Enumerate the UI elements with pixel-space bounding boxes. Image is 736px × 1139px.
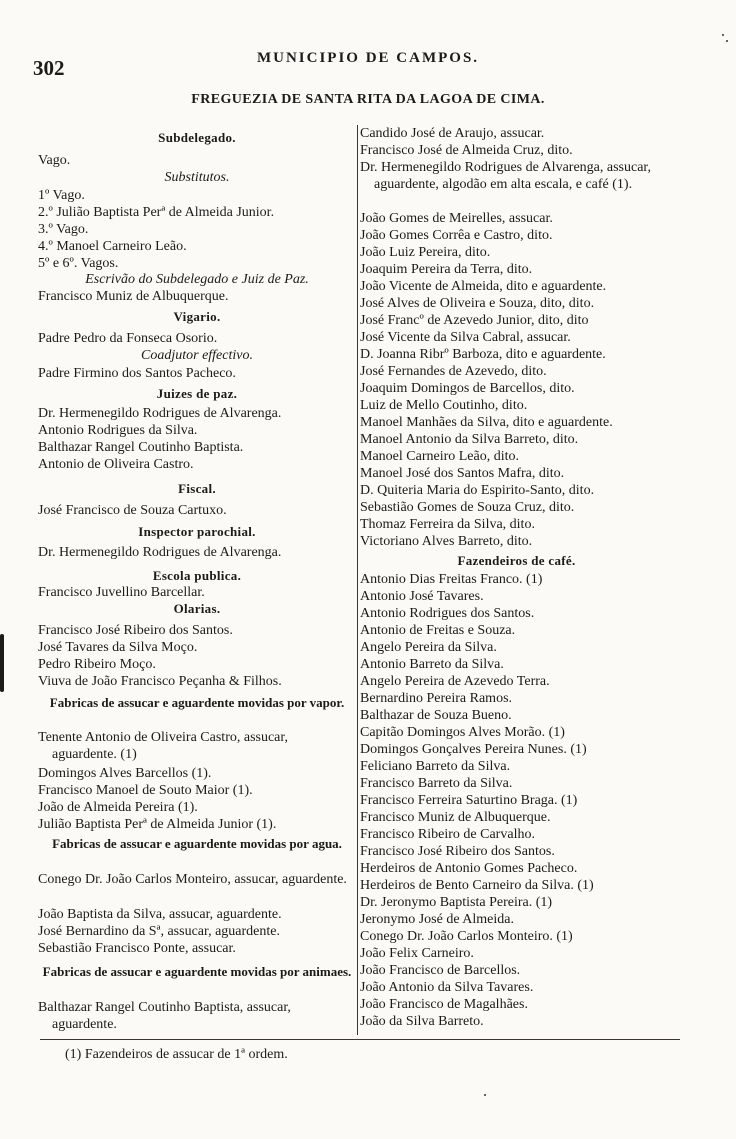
- fazendeiro-item: Jeronymo José de Almeida.: [360, 912, 514, 927]
- juiz-item: Dr. Hermenegildo Rodrigues de Alvarenga.: [38, 406, 282, 421]
- escrivao-heading: Escrivão do Subdelegado e Juiz de Paz.: [85, 272, 309, 287]
- fazendeiro-item: Angelo Pereira da Silva.: [360, 640, 497, 655]
- escola-heading: Escola publica.: [152, 568, 242, 583]
- lavrador-item: Candido José de Araujo, assucar.: [360, 126, 545, 141]
- fazendeiro-item: Francisco José Ribeiro dos Santos.: [360, 844, 555, 859]
- substitutos-heading: Substitutos.: [164, 170, 230, 185]
- animaes-heading: Fabricas de assucar e aguardente movidas por animaes.: [42, 964, 352, 979]
- fazendeiro-item: Feliciano Barreto da Silva.: [360, 759, 511, 774]
- coadjutor-heading: Coadjutor effectivo.: [141, 348, 253, 363]
- lavrador-item: Thomaz Ferreira da Silva, dito.: [360, 517, 535, 532]
- agua-item: Conego Dr. João Carlos Monteiro, assucar, aguardente.: [38, 872, 347, 887]
- lavrador-item: Francisco José de Almeida Cruz, dito.: [360, 143, 573, 158]
- fazendeiro-item: Bernardino Pereira Ramos.: [360, 691, 513, 706]
- fazendeiro-item: Francisco Muniz de Albuquerque.: [360, 810, 551, 825]
- fazendeiro-item: Herdeiros de Antonio Gomes Pacheco.: [360, 861, 578, 876]
- fazendeiro-item: Herdeiros de Bento Carneiro da Silva. (1): [360, 878, 594, 893]
- vapor-item: Domingos Alves Barcellos (1).: [38, 766, 212, 781]
- lavrador-item: D. Joanna Ribrº Barboza, dito e aguardente.: [360, 347, 606, 362]
- vapor-heading: Fabricas de assucar e aguardente movidas por vapor.: [49, 695, 345, 710]
- fazendeiro-item: João Antonio da Silva Tavares.: [360, 980, 534, 995]
- page-number: 302: [33, 56, 65, 80]
- vapor-item: João de Almeida Pereira (1).: [38, 800, 198, 815]
- juizes-heading: Juizes de paz.: [156, 386, 238, 401]
- substituto-item: 2.º Julião Baptista Perª de Almeida Junior.: [38, 205, 275, 220]
- margin-mark: [0, 634, 4, 692]
- speck: [484, 1094, 486, 1096]
- fiscal-name: José Francisco de Souza Cartuxo.: [38, 503, 227, 518]
- lavrador-item: José Vicente da Silva Cabral, assucar.: [360, 330, 571, 345]
- lavrador-item: Manoel José dos Santos Mafra, dito.: [360, 466, 565, 481]
- fazendeiro-item: Capitão Domingos Alves Morão. (1): [360, 725, 565, 740]
- substituto-item: 4.º Manoel Carneiro Leão.: [38, 239, 187, 254]
- inspector-name: Dr. Hermenegildo Rodrigues de Alvarenga.: [38, 545, 282, 560]
- fazendeiro-item: João Francisco de Magalhães.: [360, 997, 528, 1012]
- fazendeiro-item: Antonio Rodrigues dos Santos.: [360, 606, 535, 621]
- vapor-item: Tenente Antonio de Oliveira Castro, assucar, aguardente. (1): [38, 730, 288, 762]
- olaria-item: José Tavares da Silva Moço.: [38, 640, 198, 655]
- lavrador-item: João Gomes Corrêa e Castro, dito.: [360, 228, 553, 243]
- olarias-heading: Olarias.: [173, 601, 221, 616]
- footnote: (1) Fazendeiros de assucar de 1ª ordem.: [65, 1047, 288, 1062]
- fazendeiro-item: João Francisco de Barcellos.: [360, 963, 521, 978]
- agua-heading: Fabricas de assucar e aguardente movidas por agua.: [52, 836, 342, 851]
- inspector-heading: Inspector parochial.: [138, 524, 256, 539]
- fazendeiro-item: Francisco Barreto da Silva.: [360, 776, 513, 791]
- juiz-item: Balthazar Rangel Coutinho Baptista.: [38, 440, 244, 455]
- running-title: MUNICIPIO DE CAMPOS.: [256, 50, 480, 66]
- lavrador-item: Luiz de Mello Coutinho, dito.: [360, 398, 528, 413]
- vapor-item: Julião Baptista Perª de Almeida Junior (1).: [38, 817, 277, 832]
- juiz-item: Antonio de Oliveira Castro.: [38, 457, 194, 472]
- substituto-item: 1º Vago.: [38, 188, 85, 203]
- lavrador-item: Joaquim Pereira da Terra, dito.: [360, 262, 533, 277]
- lavrador-item: Victoriano Alves Barreto, dito.: [360, 534, 533, 549]
- column-divider: [357, 125, 358, 1035]
- agua-item: João Baptista da Silva, assucar, aguardente.: [38, 907, 282, 922]
- fazendeiro-item: Angelo Pereira de Azevedo Terra.: [360, 674, 550, 689]
- fazendeiro-item: Francisco Ferreira Saturtino Braga. (1): [360, 793, 578, 808]
- lavrador-item: Sebastião Gomes de Souza Cruz, dito.: [360, 500, 575, 515]
- olaria-item: Pedro Ribeiro Moço.: [38, 657, 156, 672]
- juiz-item: Antonio Rodrigues da Silva.: [38, 423, 198, 438]
- vigario-heading: Vigario.: [173, 309, 221, 324]
- fiscal-heading: Fiscal.: [178, 481, 216, 496]
- fazendeiro-item: Antonio José Tavares.: [360, 589, 484, 604]
- fazendeiro-item: João Felix Carneiro.: [360, 946, 474, 961]
- section-title: FREGUEZIA DE SANTA RITA DA LAGOA DE CIMA.: [191, 92, 545, 107]
- escrivao-name: Francisco Muniz de Albuquerque.: [38, 289, 229, 304]
- agua-item: José Bernardino da Sª, assucar, aguardente.: [38, 924, 280, 939]
- lavrador-item: José Alves de Oliveira e Souza, dito, dito.: [360, 296, 595, 311]
- fazendeiro-item: Antonio Barreto da Silva.: [360, 657, 504, 672]
- substituto-item: 3.º Vago.: [38, 222, 89, 237]
- fazendeiro-item: Domingos Gonçalves Pereira Nunes. (1): [360, 742, 587, 757]
- lavrador-item: João Gomes de Meirelles, assucar.: [360, 211, 553, 226]
- lavrador-item: Dr. Hermenegildo Rodrigues de Alvarenga, assucar, aguardente, algodão em alta escala, e café (1).: [360, 160, 652, 192]
- speck: [726, 40, 728, 42]
- fazendeiro-item: Balthazar de Souza Bueno.: [360, 708, 512, 723]
- olaria-item: Viuva de João Francisco Peçanha & Filhos.: [38, 674, 282, 689]
- fazendeiro-item: Antonio Dias Freitas Franco. (1): [360, 572, 543, 587]
- subdelegado-vago: Vago.: [38, 153, 71, 168]
- lavrador-item: Manoel Manhães da Silva, dito e aguardente.: [360, 415, 613, 430]
- lavrador-item: D. Quiteria Maria do Espirito-Santo, dito.: [360, 483, 595, 498]
- lavrador-item: Manoel Antonio da Silva Barreto, dito.: [360, 432, 579, 447]
- coadjutor-name: Padre Firmino dos Santos Pacheco.: [38, 366, 236, 381]
- agua-item: Sebastião Francisco Ponte, assucar.: [38, 941, 236, 956]
- lavrador-item: Manoel Carneiro Leão, dito.: [360, 449, 520, 464]
- lavrador-item: José Francº de Azevedo Junior, dito, dito: [360, 313, 589, 328]
- olaria-item: Francisco José Ribeiro dos Santos.: [38, 623, 233, 638]
- fazendeiros-heading: Fazendeiros de café.: [457, 553, 576, 568]
- lavrador-item: José Fernandes de Azevedo, dito.: [360, 364, 547, 379]
- vapor-item: Francisco Manoel de Souto Maior (1).: [38, 783, 253, 798]
- fazendeiro-item: Francisco Ribeiro de Carvalho.: [360, 827, 535, 842]
- vigario-name: Padre Pedro da Fonseca Osorio.: [38, 331, 218, 346]
- substituto-item: 5º e 6º. Vagos.: [38, 256, 119, 271]
- lavrador-item: João Vicente de Almeida, dito e aguardente.: [360, 279, 607, 294]
- lavrador-item: João Luiz Pereira, dito.: [360, 245, 491, 260]
- fazendeiro-item: João da Silva Barreto.: [360, 1014, 484, 1029]
- fazendeiro-item: Conego Dr. João Carlos Monteiro. (1): [360, 929, 573, 944]
- lavrador-item: Joaquim Domingos de Barcellos, dito.: [360, 381, 575, 396]
- escola-name: Francisco Juvellino Barcellar.: [38, 585, 205, 600]
- speck: [722, 34, 724, 36]
- footnote-rule: [40, 1039, 680, 1040]
- fazendeiro-item: Dr. Jeronymo Baptista Pereira. (1): [360, 895, 553, 910]
- fazendeiro-item: Antonio de Freitas e Souza.: [360, 623, 516, 638]
- subdelegado-heading: Subdelegado.: [158, 130, 236, 145]
- animaes-item: Balthazar Rangel Coutinho Baptista, assucar, aguardente.: [38, 1000, 291, 1032]
